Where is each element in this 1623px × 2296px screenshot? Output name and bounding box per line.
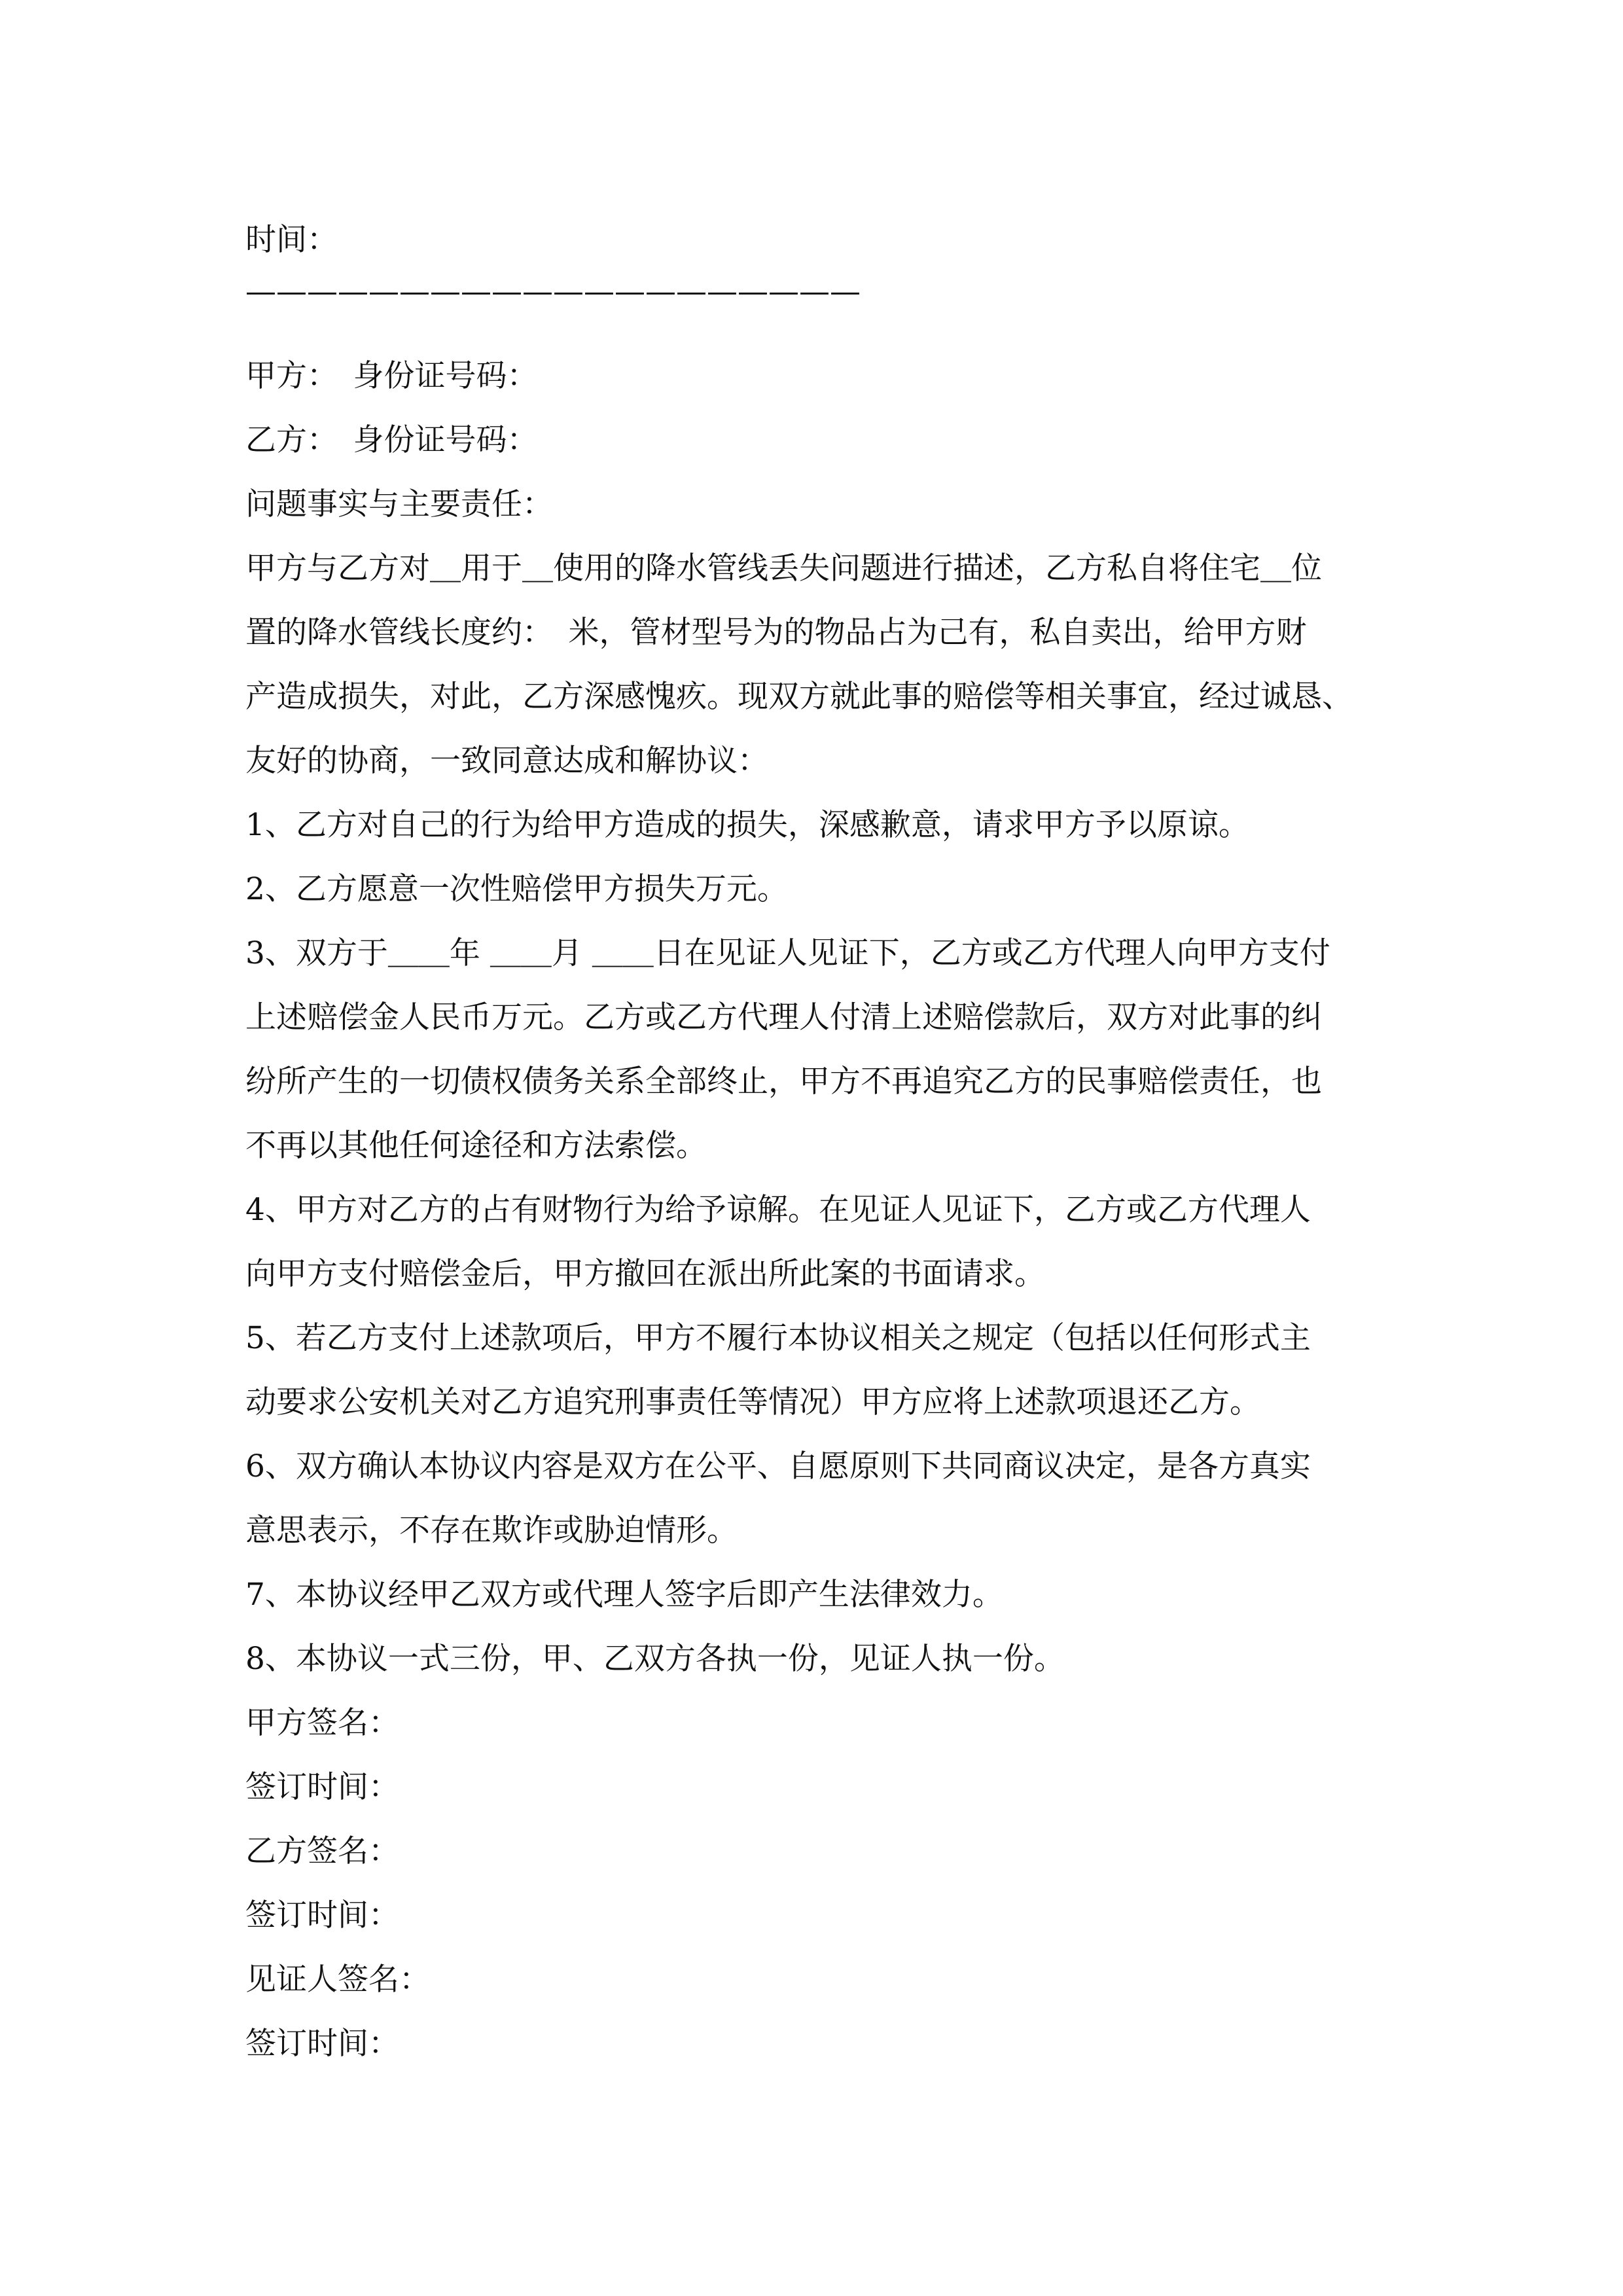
clause-6: 6、双方确认本协议内容是双方在公平、自愿原则下共同商议决定，是各方真实 xyxy=(245,1448,1311,1484)
clause-4: 4、甲方对乙方的占有财物行为给予谅解。在见证人见证下，乙方或乙方代理人 xyxy=(245,1192,1311,1228)
body-line: 置的降水管线长度约： 米，管材型号为的物品占为己有，私自卖出，给甲方财 xyxy=(245,615,1307,651)
party-b-line: 乙方： 身份证号码： xyxy=(245,422,538,458)
clause-3: 3、双方于＿＿年 ＿＿月 ＿＿日在见证人见证下，乙方或乙方代理人向甲方支付 xyxy=(245,935,1330,971)
agreement-document xyxy=(245,208,1378,2076)
clause-8: 8、本协议一式三份，甲、乙双方各执一份，见证人执一份。 xyxy=(245,1641,1065,1677)
body-line: 甲方与乙方对＿用于＿使用的降水管线丢失问题进行描述，乙方私自将住宅＿位 xyxy=(245,550,1322,586)
body-line: 友好的协商，一致同意达成和解协议： xyxy=(245,743,768,779)
witness-sign-date: 签订时间： xyxy=(245,2026,399,2062)
body-line: 动要求公安机关对乙方追究刑事责任等情况）甲方应将上述款项退还乙方。 xyxy=(245,1384,1260,1420)
spacer xyxy=(245,325,1378,344)
body-line: 产造成损失，对此，乙方深感愧疚。现双方就此事的赔偿等相关事宜，经过诚恳、 xyxy=(245,679,1353,715)
clause-2: 2、乙方愿意一次性赔偿甲方损失万元。 xyxy=(245,871,788,907)
dash-rule: ———————————————————— xyxy=(245,274,861,310)
party-b-sign-date: 签订时间： xyxy=(245,1897,399,1933)
body-line: 向甲方支付赔偿金后，甲方撤回在派出所此案的书面请求。 xyxy=(245,1256,1045,1292)
time-label: 时间： xyxy=(245,222,338,258)
clause-5: 5、若乙方支付上述款项后，甲方不履行本协议相关之规定（包括以任何形式主 xyxy=(245,1320,1311,1356)
party-a-line: 甲方： 身份证号码： xyxy=(245,358,538,394)
party-a-sign-date: 签订时间： xyxy=(245,1769,399,1805)
clause-1: 1、乙方对自己的行为给甲方造成的损失，深感歉意，请求甲方予以原谅。 xyxy=(245,807,1249,843)
facts-heading: 问题事实与主要责任： xyxy=(245,486,553,522)
party-b-signature: 乙方签名： xyxy=(245,1833,399,1869)
body-line: 上述赔偿金人民币万元。乙方或乙方代理人付清上述赔偿款后，双方对此事的纠 xyxy=(245,999,1322,1035)
body-line: 意思表示，不存在欺诈或胁迫情形。 xyxy=(245,1513,738,1549)
party-a-signature: 甲方签名： xyxy=(245,1705,399,1741)
clause-7: 7、本协议经甲乙双方或代理人签字后即产生法律效力。 xyxy=(245,1577,1003,1613)
body-line: 不再以其他任何途径和方法索偿。 xyxy=(245,1128,707,1164)
witness-signature: 见证人签名： xyxy=(245,1962,430,1998)
body-line: 纷所产生的一切债权债务关系全部终止，甲方不再追究乙方的民事赔偿责任，也 xyxy=(245,1064,1322,1100)
